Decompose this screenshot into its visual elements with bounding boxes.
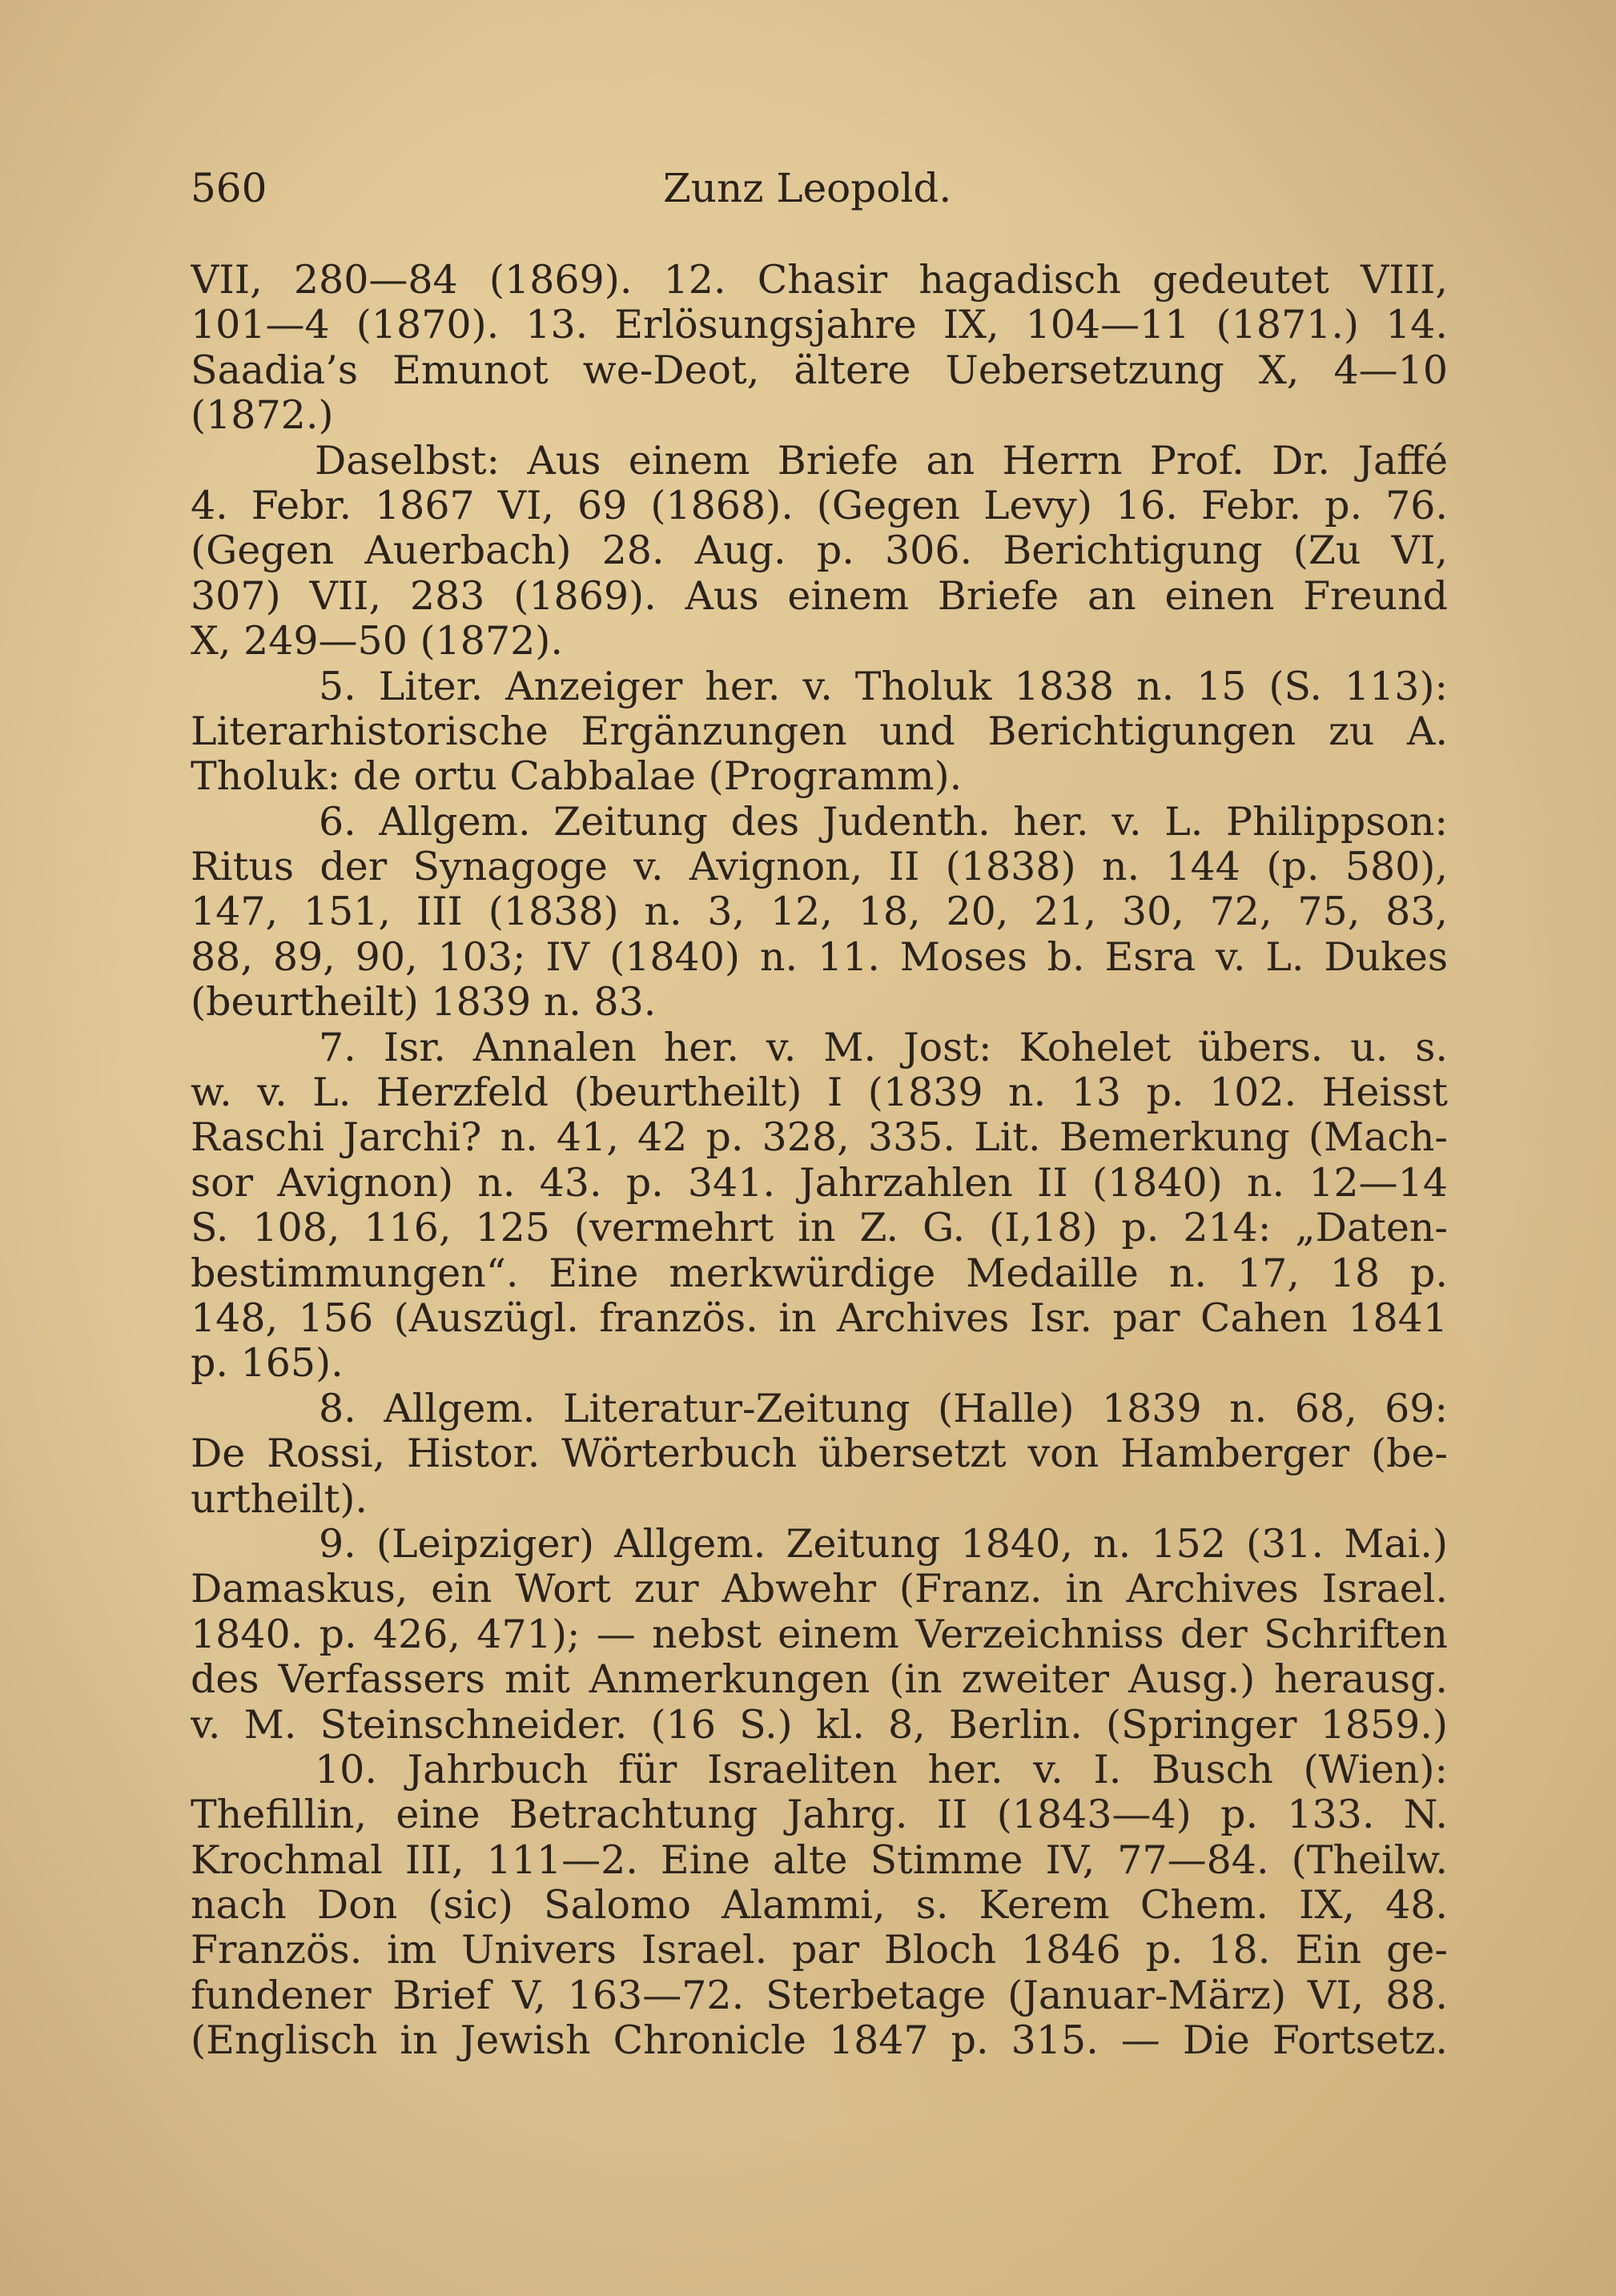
text-line: Thefillin, eine Betrachtung Jahrg. II (1843—4) p. 133. N.	[191, 1792, 1448, 1838]
text-line: w. v. L. Herzfeld (beurtheilt) I (1839 n. 13 p. 102. Heisst	[191, 1070, 1448, 1116]
text-line: VII, 280—84 (1869). 12. Chasir hagadisch gedeutet VIII,	[191, 258, 1448, 303]
text-line: Saadia’s Emunot we-Deot, ältere Uebersetzung X, 4—10	[191, 347, 1448, 393]
text-line: Tholuk: de ortu Cabbalae (Programm).	[191, 754, 963, 800]
text-line: Raschi Jarchi? n. 41, 42 p. 328, 335. Lit. Bemerkung (Mach-	[191, 1115, 1448, 1161]
text-line: Krochmal III, 111—2. Eine alte Stimme IV, 77—84. (Theilw.	[191, 1837, 1448, 1883]
page-header	[191, 165, 1448, 219]
text-line: 147, 151, III (1838) n. 3, 12, 18, 20, 21, 30, 72, 75, 83,	[191, 889, 1448, 935]
text-line: (Englisch in Jewish Chronicle 1847 p. 315. — Die Fortsetz.	[191, 2018, 1448, 2064]
text-line: (1872.)	[191, 393, 334, 439]
text-line: bestimmungen“. Eine merkwürdige Medaille n. 17, 18 p.	[191, 1250, 1448, 1296]
text-line: 148, 156 (Auszügl. französ. in Archives Isr. par Cahen 1841	[191, 1295, 1448, 1341]
text-line: 5. Liter. Anzeiger her. v. Tholuk 1838 n. 15 (S. 113):	[319, 664, 1448, 709]
page-number: 560	[191, 165, 267, 211]
text-line: Damaskus, ein Wort zur Abwehr (Franz. in Archives Israel.	[191, 1567, 1448, 1612]
text-line: v. M. Steinschneider. (16 S.) kl. 8, Berlin. (Springer 1859.)	[191, 1702, 1448, 1748]
text-line: 7. Isr. Annalen her. v. M. Jost: Kohelet übers. u. s.	[319, 1025, 1448, 1070]
text-line: 9. (Leipziger) Allgem. Zeitung 1840, n. 152 (31. Mai.)	[319, 1521, 1448, 1567]
text-line: De Rossi, Histor. Wörterbuch übersetzt von Hamberger (be-	[191, 1431, 1448, 1477]
body-text	[191, 258, 1448, 2064]
text-line: Ritus der Synagoge v. Avignon, II (1838) n. 144 (p. 580),	[191, 845, 1448, 890]
text-line: 6. Allgem. Zeitung des Judenth. her. v. L. Philippson:	[319, 799, 1448, 845]
text-line: S. 108, 116, 125 (vermehrt in Z. G. (I,18) p. 214: „Daten-	[191, 1206, 1448, 1251]
text-line: 8. Allgem. Literatur-Zeitung (Halle) 1839 n. 68, 69:	[319, 1386, 1448, 1431]
text-line: 88, 89, 90, 103; IV (1840) n. 11. Moses b. Esra v. L. Dukes	[191, 934, 1448, 980]
text-line: 10. Jahrbuch für Israeliten her. v. I. Busch (Wien):	[315, 1747, 1448, 1792]
text-line: 307) VII, 283 (1869). Aus einem Briefe an einen Freund	[191, 573, 1448, 619]
text-line: 101—4 (1870). 13. Erlösungsjahre IX, 104—11 (1871.) 14.	[191, 303, 1448, 348]
text-line: (beurtheilt) 1839 n. 83.	[191, 980, 657, 1026]
text-line: 1840. p. 426, 471); — nebst einem Verzeichniss der Schriften	[191, 1612, 1448, 1657]
running-title: Zunz Leopold.	[663, 165, 952, 211]
text-line: fundener Brief V, 163—72. Sterbetage (Januar-März) VI, 88.	[191, 1973, 1448, 2018]
text-line: Literarhistorische Ergänzungen und Berichtigungen zu A.	[191, 708, 1448, 754]
text-line: X, 249—50 (1872).	[191, 619, 563, 664]
text-line: nach Don (sic) Salomo Alammi, s. Kerem Chem. IX, 48.	[191, 1883, 1448, 1929]
text-line: urtheilt).	[191, 1476, 368, 1522]
text-line: des Verfassers mit Anmerkungen (in zweiter Ausg.) herausg.	[191, 1657, 1448, 1703]
text-line: sor Avignon) n. 43. p. 341. Jahrzahlen II (1840) n. 12—14	[191, 1160, 1448, 1206]
text-line: 4. Febr. 1867 VI, 69 (1868). (Gegen Levy) 16. Febr. p. 76.	[191, 483, 1448, 528]
text-line: p. 165).	[191, 1341, 344, 1387]
text-line: Daselbst: Aus einem Briefe an Herrn Prof. Dr. Jaffé	[315, 438, 1448, 484]
text-line: (Gegen Auerbach) 28. Aug. p. 306. Berichtigung (Zu VI,	[191, 528, 1448, 574]
text-line: Französ. im Univers Israel. par Bloch 1846 p. 18. Ein ge-	[191, 1928, 1448, 1973]
